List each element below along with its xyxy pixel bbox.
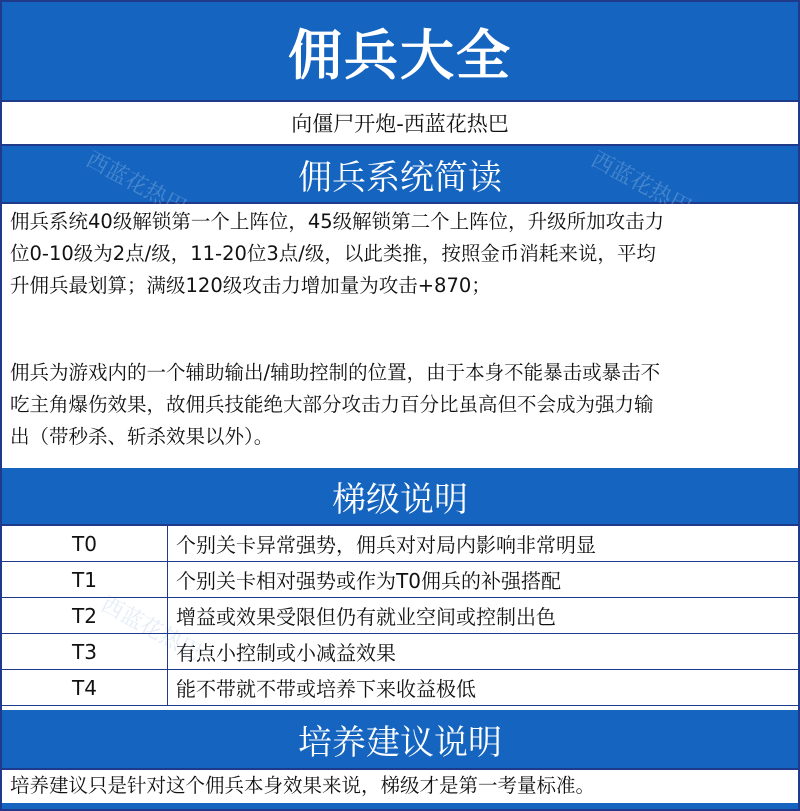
- tier-name: T4: [2, 670, 168, 705]
- system-section-title: 佣兵系统简读: [2, 146, 798, 204]
- tier-description: 能不带就不带或培养下来收益极低: [176, 677, 476, 701]
- bottom-strip: [2, 803, 798, 811]
- tier-name: T3: [2, 634, 168, 669]
- training-note: 培养建议只是针对这个佣兵本身效果来说，梯级才是第一考量标准。: [10, 774, 596, 797]
- table-row: [2, 634, 798, 670]
- table-row: [2, 670, 798, 706]
- system-paragraph-1: 佣兵系统40级解锁第一个上阵位，45级解锁第二个上阵位，升级所加攻击力 位0-10级为2点/级，11-20位3点/级，以此类推，按照金币消耗来说，平均 升佣兵最划算；满级120级攻击力增加量为攻击+870；: [10, 210, 665, 297]
- page-title: 佣兵大全: [2, 2, 798, 102]
- tier-description: 个别关卡异常强势，佣兵对对局内影响非常明显: [176, 533, 596, 557]
- tier-description: 有点小控制或小减益效果: [176, 641, 396, 665]
- page-subtitle: 向僵尸开炮-西蓝花热巴: [2, 102, 798, 146]
- tier-name: T1: [2, 562, 168, 597]
- training-section-title: 培养建议说明: [2, 710, 798, 770]
- table-row: [2, 562, 798, 598]
- watermark-text: 西蓝花热巴: [96, 592, 206, 667]
- table-row: [2, 526, 798, 562]
- tier-name: T2: [2, 598, 168, 633]
- tier-description: 个别关卡相对强势或作为T0佣兵的补强搭配: [176, 569, 561, 593]
- tier-description: 增益或效果受限但仍有就业空间或控制出色: [176, 605, 556, 629]
- tier-section-title: 梯级说明: [2, 468, 798, 526]
- watermark-text: 西蓝花热巴: [81, 147, 191, 222]
- system-paragraph-2: 佣兵为游戏内的一个辅助输出/辅助控制的位置，由于本身不能暴击或暴击不 吃主角爆伤效果，故佣兵技能绝大部分攻击力百分比虽高但不会成为强力输 出（带秒杀、斩杀效果以外）。: [10, 361, 661, 448]
- tier-name: T0: [2, 526, 168, 561]
- watermark-text: 西蓝花热巴: [586, 147, 696, 222]
- table-row: [2, 598, 798, 634]
